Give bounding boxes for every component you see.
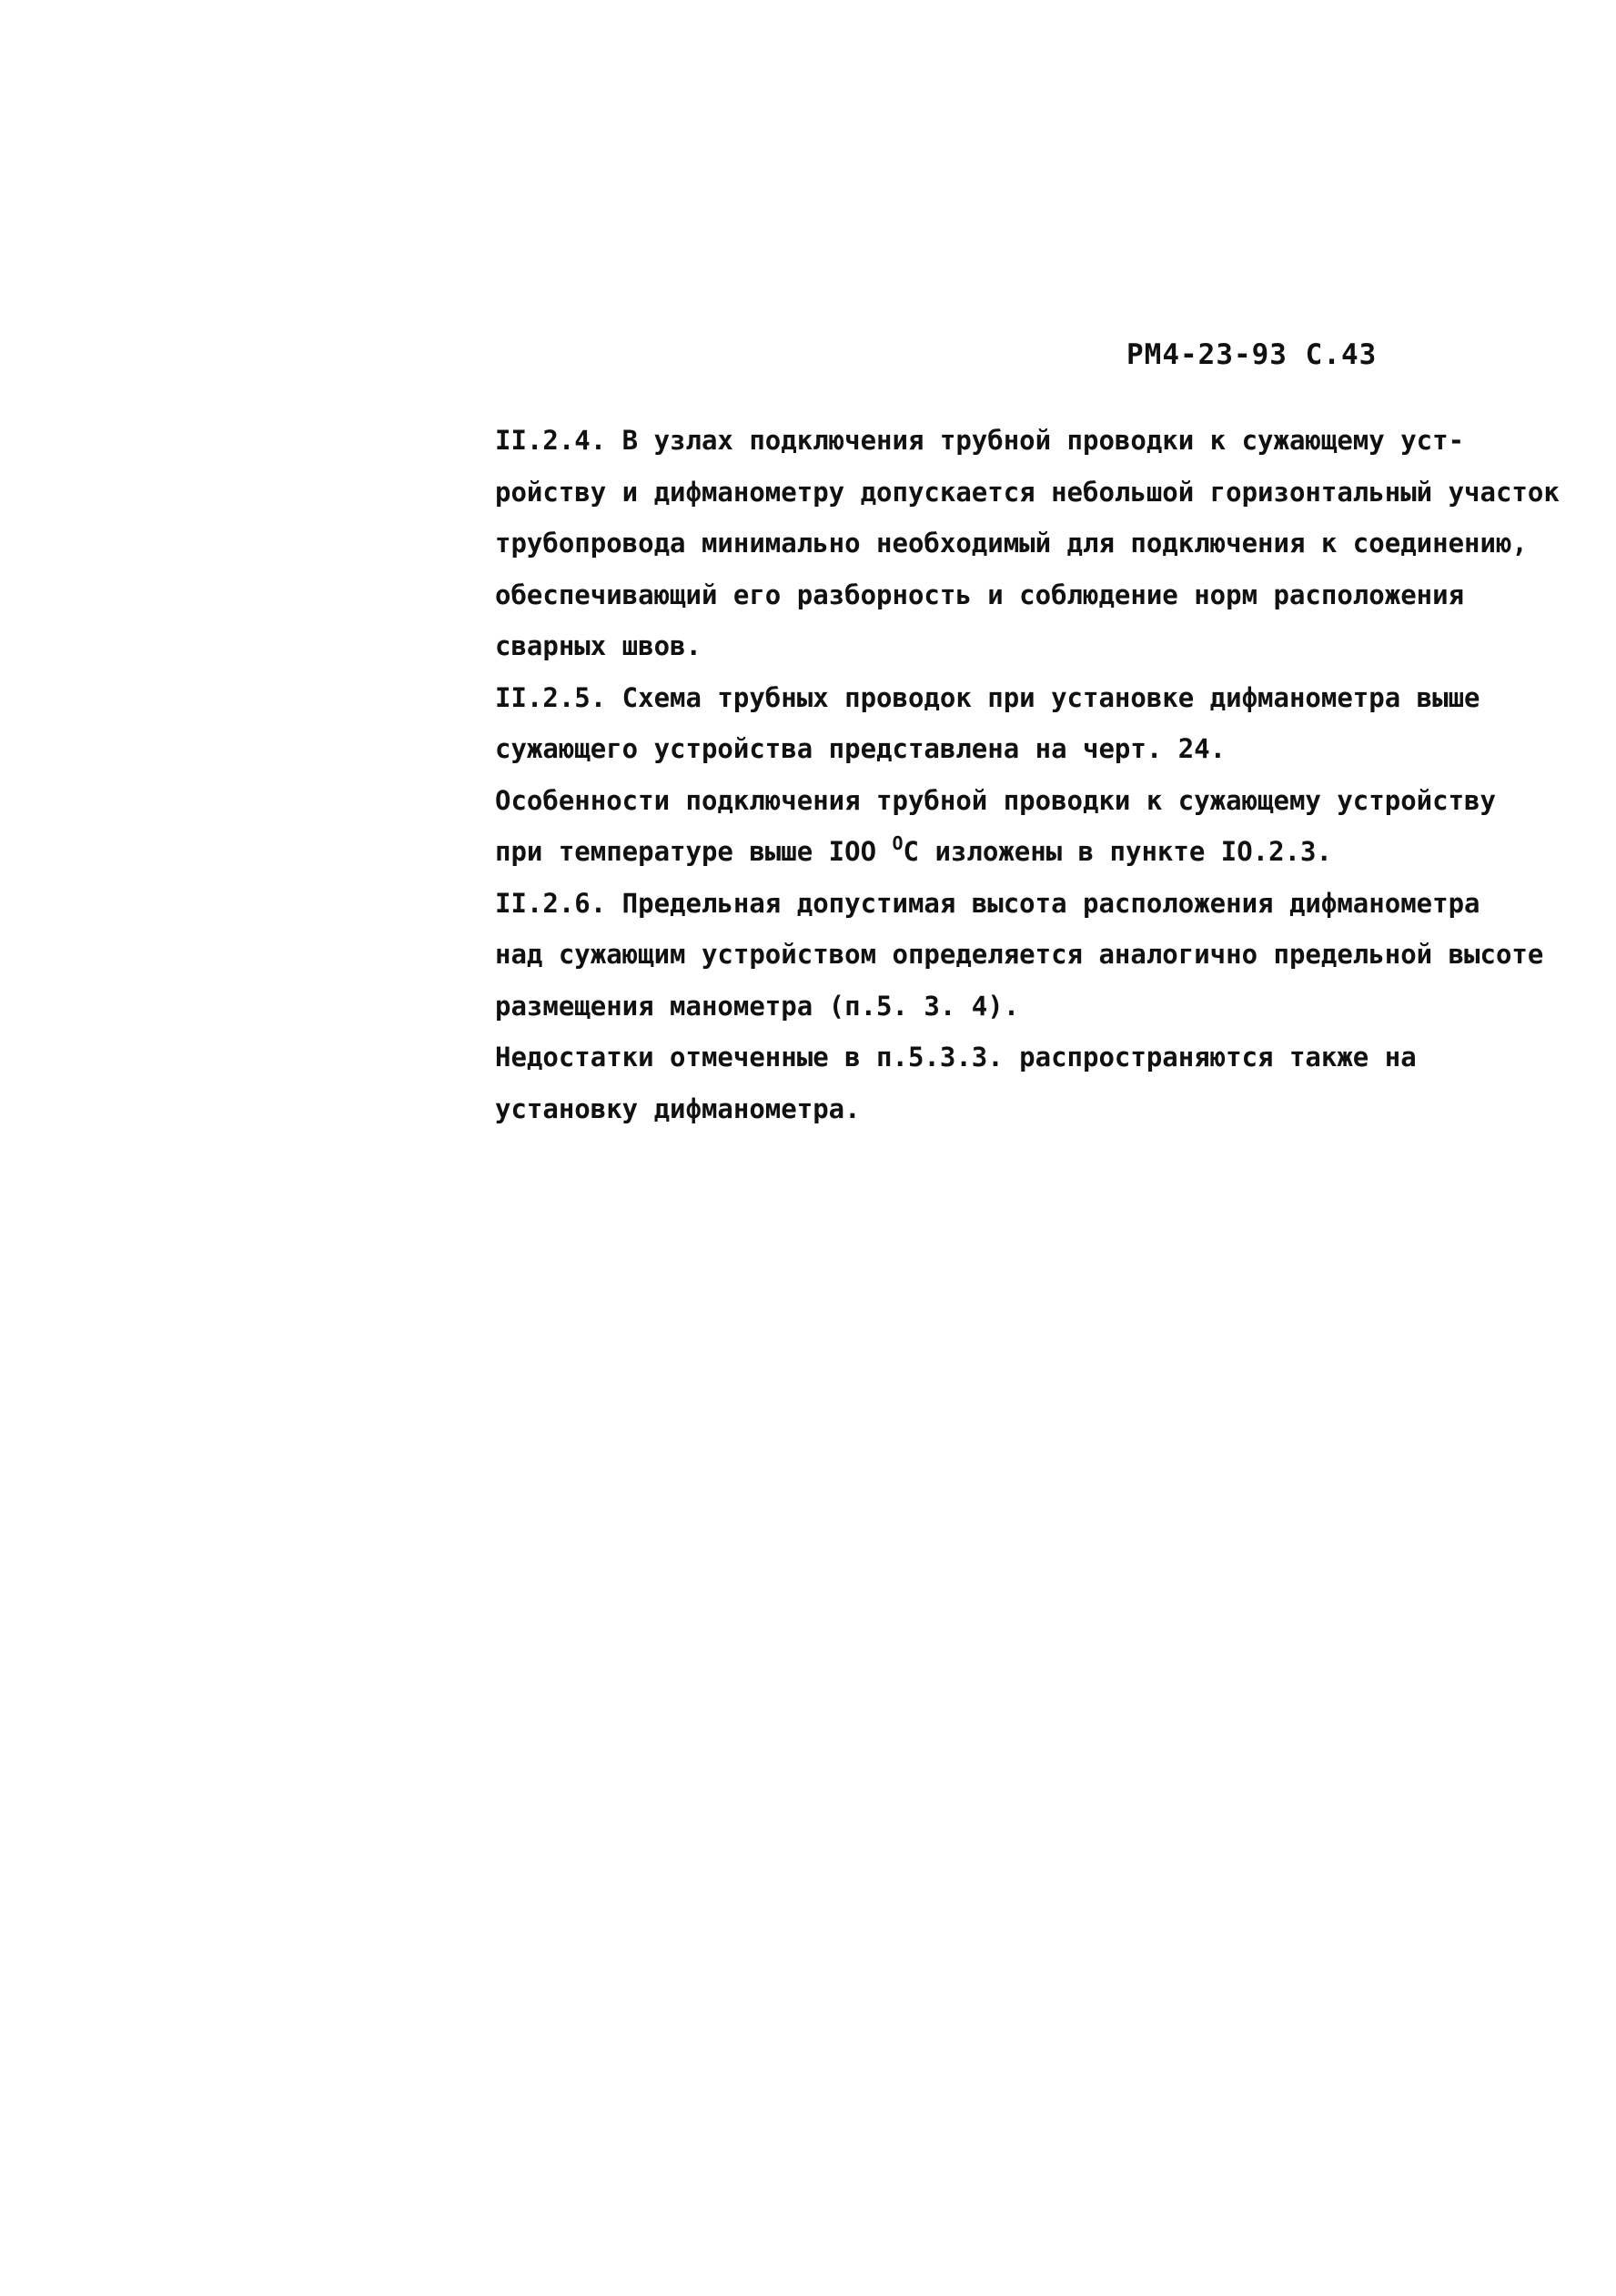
paragraph-11-2-5	[411, 672, 1554, 775]
text-segment: при температуре выше IOO	[495, 836, 893, 867]
text-line: трубопровода минимально необходимый для подключения к соединению,	[495, 528, 1528, 559]
text-line: II.2.6. Предельная допустимая высота расположения дифманометра	[495, 887, 1480, 919]
degree-superscript: О	[892, 832, 904, 854]
text-line: Недостатки отмеченные в п.5.3.3. распространяются также на	[495, 1042, 1417, 1072]
document-body	[411, 415, 1560, 1134]
text-line: II.2.5. Схема трубных проводок при установке дифманометра выше	[495, 681, 1480, 713]
text-line: Особенности подключения трубной проводки к сужающему устройству	[495, 784, 1496, 816]
text-line: обеспечивающий его разборность и соблюдение норм расположения	[495, 579, 1465, 610]
text-line: установку дифманометра.	[495, 1093, 861, 1124]
paragraph-11-2-4	[411, 415, 1560, 672]
text-line: сварных швов.	[495, 630, 702, 661]
text-line-temperature	[411, 826, 1554, 878]
text-line: размещения манометра (п.5. 3. 4).	[495, 990, 1020, 1022]
text-line: сужающего устройства представлена на черт. 24.	[495, 733, 1227, 764]
paragraph-connection-features	[411, 775, 1554, 878]
text-line: II.2.4. В узлах подключения трубной проводки к сужающему уст-	[495, 425, 1465, 456]
page-header-doc-ref: РМ4-23-93 С.43	[1126, 338, 1378, 371]
text-line: над сужающим устройством определяется аналогично предельной высоте	[495, 939, 1544, 970]
text-line: ройству и дифманометру допускается небольшой горизонтальный участок	[495, 476, 1560, 508]
paragraph-11-2-6	[411, 878, 1554, 1032]
paragraph-shortcomings	[411, 1032, 1554, 1134]
text-segment: С изложены в пункте IO.2.3.	[903, 836, 1332, 867]
